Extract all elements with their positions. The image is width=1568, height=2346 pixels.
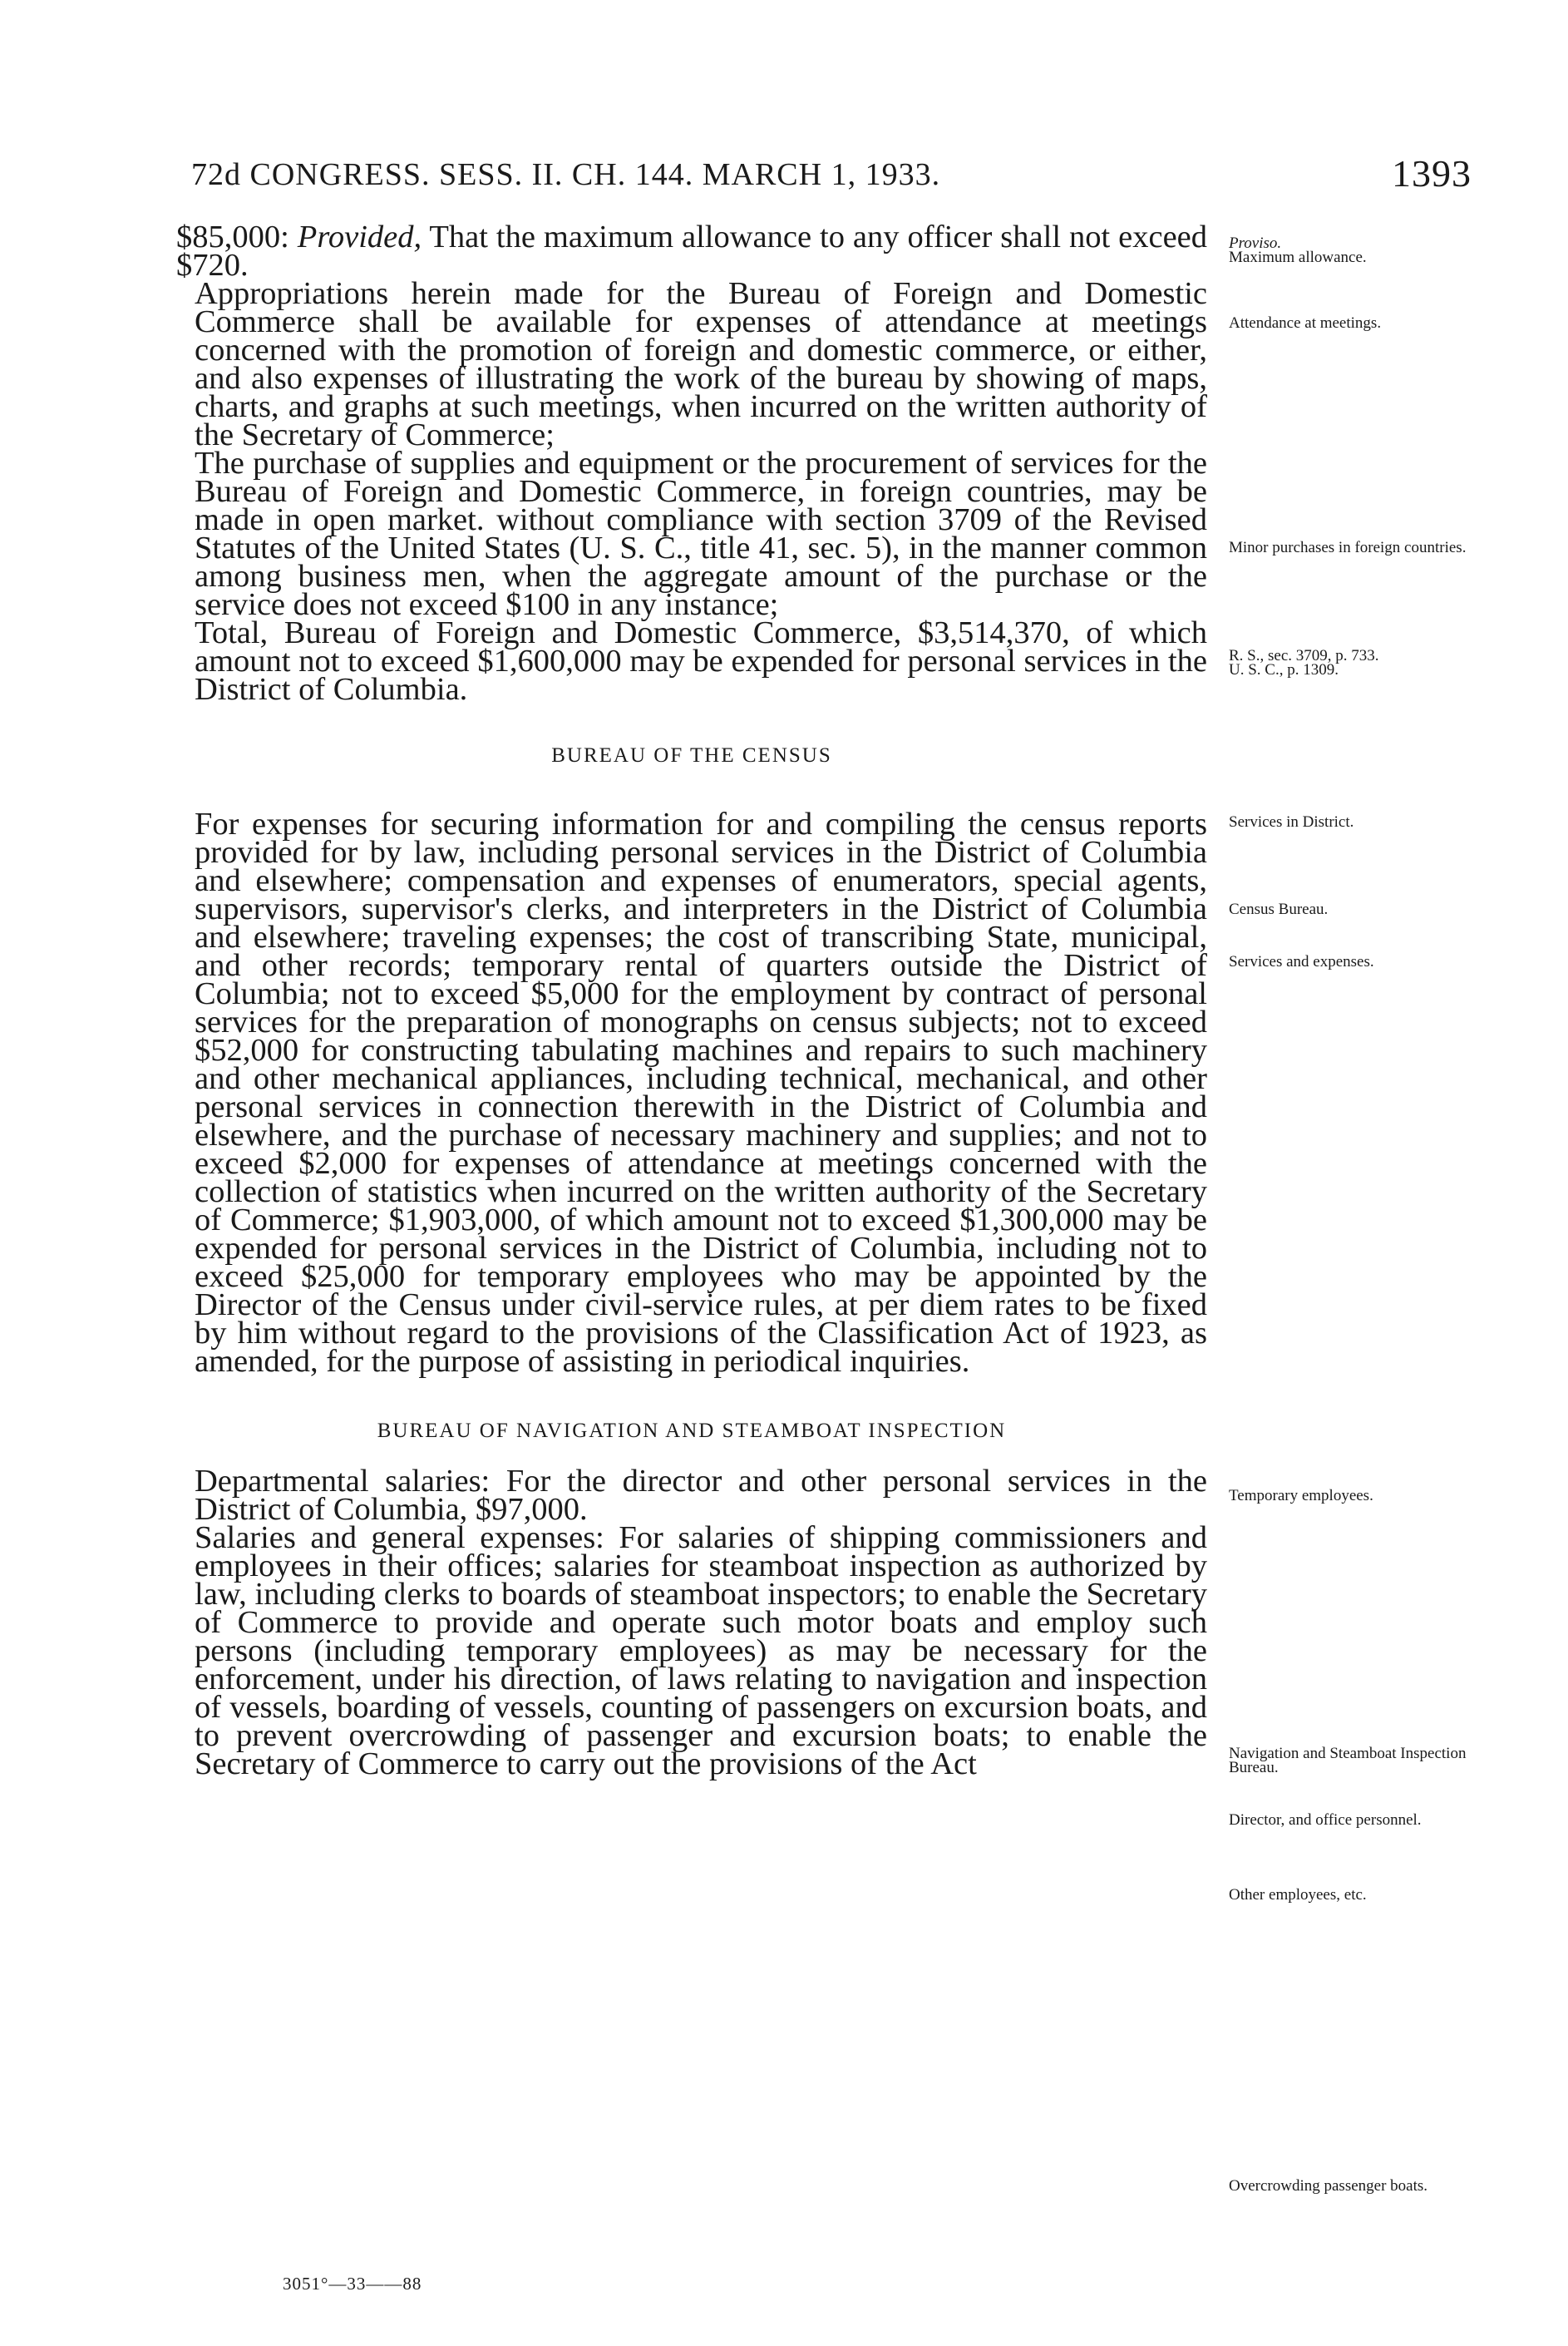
- page-number: 1393: [1392, 152, 1472, 195]
- margin-note-maximum-allowance: Maximum allowance.: [1229, 249, 1367, 266]
- heading-bureau-navigation: BUREAU OF NAVIGATION AND STEAMBOAT INSPECTION: [377, 1420, 1007, 1442]
- margin-note-other-employees: Other employees, etc.: [1229, 1886, 1367, 1904]
- paragraph-departmental-salaries: Departmental salaries: For the director and other personal services in the District of Columbia, $97,000.: [195, 1464, 1207, 1527]
- margin-note-proviso-label: Proviso.: [1229, 235, 1282, 252]
- main-text-column: [176, 220, 1207, 1781]
- margin-note-services-district: Services in District.: [1229, 813, 1354, 831]
- paragraph-census-expenses: For expenses for securing information for and compiling the census reports provided for by law, including personal services in the District of Columbia and elsewhere; compensation and expenses of enumerators, special agents, supervisors, supervisor's clerks, and interpreters in the District of Columbia and elsewhere; traveling expenses; the cost of transcribing State, municipal, and other records; temporary rental of quarters outside the District of Columbia; not to exceed $5,000 for the employment by contract of personal services for the preparation of monographs on census subjects; not to exceed $52,000 for constructing tabulating machines and repairs to such machinery and other mechanical appliances, including technical, mechanical, and other personal services in connection therewith in the District of Columbia and elsewhere, and the purchase of necessary machinery and supplies; and not to exceed $2,000 for expenses of attendance at meetings concerned with the collection of statistics when incurred on the written authority of the Secretary of Commerce; $1,903,000, of which amount not to exceed $1,300,000 may be expended for personal services in the District of Columbia, including not to exceed $25,000 for temporary employees who may be appointed by the Director of the Census under civil-service rules, at per diem rates to be fixed by him without regard to the provisions of the Classification Act of 1923, as amended, for the purpose of assisting in periodical inquiries.: [195, 807, 1207, 1379]
- paragraph-proviso: [176, 220, 1207, 283]
- margin-note-temporary-employees: Temporary employees.: [1229, 1487, 1373, 1504]
- margin-note-navigation-bureau: Navigation and Steamboat Inspection Bureau.: [1229, 1745, 1467, 1776]
- margin-note-director-office: Director, and office personnel.: [1229, 1811, 1422, 1829]
- paragraph-minor-purchases: The purchase of supplies and equipment or the procurement of services for the Bureau of Foreign and Domestic Commerce, in foreign countries, may be made in open market. without compliance with section 3709 of the Revised Statutes of the United States (U. S. C., title 41, sec. 5), in the manner common among business men, when the aggregate amount of the purchase or the service does not exceed $100 in any instance;: [195, 446, 1207, 622]
- heading-bureau-census: BUREAU OF THE CENSUS: [551, 744, 832, 767]
- proviso-text: That the maximum allowance to any officer shall not exceed $720.: [176, 220, 1207, 283]
- running-head-text: 72d CONGRESS. SESS. II. CH. 144. MARCH 1, 1933.: [191, 157, 941, 192]
- paragraph-salaries-general-expenses: Salaries and general expenses: For salaries of shipping commissioners and employees in their offices; salaries for steamboat inspection as authorized by law, including clerks to boards of steamboat inspectors; to enable the Secretary of Commerce to provide and operate such motor boats and employ such persons (including temporary employees) as may be necessary for the enforcement, under his direction, of laws relating to navigation and inspection of vessels, boarding of vessels, counting of passengers on excursion boats, and to prevent overcrowding of passenger and excursion boats; to enable the Secretary of Commerce to carry out the provisions of the Act: [195, 1520, 1207, 1781]
- paragraph-total-bureau: Total, Bureau of Foreign and Domestic Commerce, $3,514,370, of which amount not to exceed $1,600,000 may be expended for personal services in the District of Columbia.: [195, 615, 1207, 707]
- margin-note-overcrowding: Overcrowding passenger boats.: [1229, 2177, 1428, 2195]
- running-head: [191, 148, 1472, 198]
- margin-note-rs-ref-2: U. S. C., p. 1309.: [1229, 661, 1339, 679]
- margin-note-census-bureau: Census Bureau.: [1229, 901, 1329, 918]
- margin-note-rs-reference: [1229, 649, 1478, 677]
- margin-note-rs-ref-1: R. S., sec. 3709, p. 733.: [1229, 647, 1379, 664]
- paragraph-attendance: Appropriations herein made for the Bureau of Foreign and Domestic Commerce shall be available for expenses of attendance at meetings concerned with the promotion of foreign and domestic commerce, or either, and also expenses of illustrating the work of the bureau by showing of maps, charts, and graphs at such meetings, when incurred on the written authority of the Secretary of Commerce;: [195, 276, 1207, 452]
- proviso-amount: $85,000:: [176, 220, 298, 254]
- proviso-keyword: Provided,: [297, 220, 422, 254]
- margin-note-services-expenses: Services and expenses.: [1229, 953, 1374, 971]
- footer-print-code: 3051°—33——88: [283, 2274, 422, 2294]
- margin-note-minor-purchases: Minor purchases in foreign countries.: [1229, 539, 1467, 556]
- margin-note-attendance: Attendance at meetings.: [1229, 314, 1382, 332]
- margin-note-proviso: [1229, 236, 1478, 264]
